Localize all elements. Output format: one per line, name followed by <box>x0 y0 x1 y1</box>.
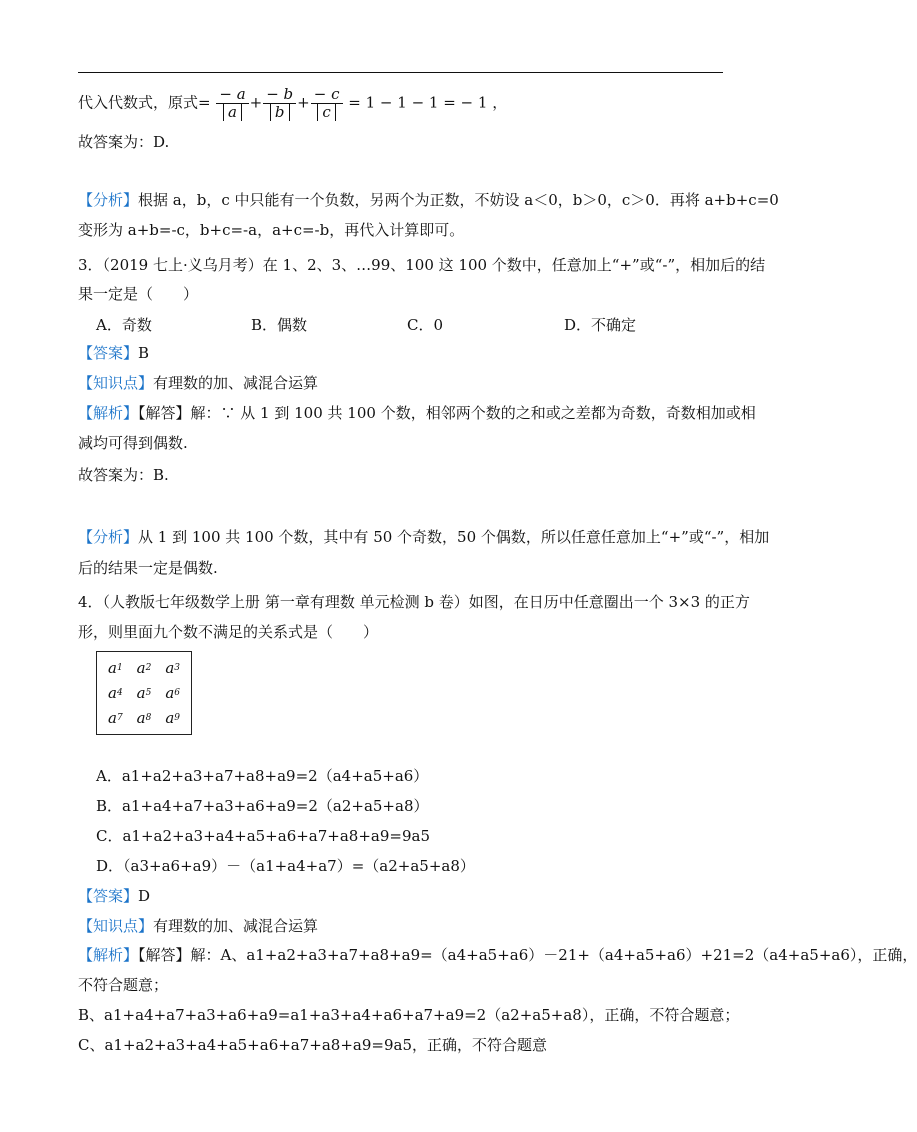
analysis-2-line-1: 【分析】根据 a，b，c 中只能有一个负数，另两个为正数，不妨设 a＜0，b＞0，c＞0．再将 a+b+c=0 <box>78 191 779 209</box>
analysis-tag: 【分析】 <box>78 191 139 209</box>
grid-cell: a 8 <box>136 708 152 727</box>
fraction-a: $\frac{- a}{a}$ <box>216 86 248 121</box>
grid-cell: a 5 <box>136 683 152 702</box>
fraction-b: $\frac{- b}{b}$ <box>263 86 296 121</box>
answer-line-2: 故答案为：D. <box>78 133 170 151</box>
q4-stem-line-2: 形，则里面九个数不满足的关系式是（ ） <box>78 623 379 641</box>
q4-solution-line-4: C、a1+a2+a3+a4+a5+a6+a7+a8+a9=9a5，正确，不符合题意 <box>78 1036 548 1054</box>
grid-cell: a 7 <box>107 708 123 727</box>
q3-stem-line-1: 3．（2019 七上·义乌月考）在 1、2、3、…99、100 这 100 个数中，任意加上“+”或“-”，相加后的结 <box>78 256 766 274</box>
grid-cell: a 4 <box>107 683 123 702</box>
grid-cell: a 1 <box>107 659 123 678</box>
q4-option-d: D．（a3+a6+a9）－（a1+a4+a7）=（a2+a5+a8） <box>96 857 475 875</box>
q3-solution-line-2: 减均可得到偶数. <box>78 434 188 452</box>
q3-option-d: D．不确定 <box>564 316 637 334</box>
q3-analysis-line-2: 后的结果一定是偶数. <box>78 559 218 577</box>
q4-solution-line-3: B、a1+a4+a7+a3+a6+a9=a1+a3+a4+a6+a7+a9=2（a2+a5+a8），正确，不符合题意； <box>78 1006 740 1024</box>
formula-line: 代入代数式，原式= $\frac{- a}{a}$ + $\frac{- b}{b}$ + $\frac{- c}{c}$ = 1 − 1 − 1 = − 1 ， <box>78 85 508 121</box>
header-rule <box>78 72 723 73</box>
formula-prefix: 代入代数式，原式= <box>78 93 211 112</box>
q4-option-a: A．a1+a2+a3+a7+a8+a9=2（a4+a5+a6） <box>96 767 429 785</box>
q4-option-c: C．a1+a2+a3+a4+a5+a6+a7+a8+a9=9a5 <box>96 827 430 845</box>
q3-final-answer: 故答案为：B. <box>78 466 169 484</box>
q4-answer: 【答案】D <box>78 887 151 905</box>
grid-cell: a 3 <box>165 659 180 678</box>
grid-cell: a 6 <box>165 683 180 702</box>
grid-cell: a 9 <box>165 708 180 727</box>
q3-analysis-line-1: 【分析】从 1 到 100 共 100 个数，其中有 50 个奇数，50 个偶数，所以任意任意加上“+”或“-”，相加 <box>78 528 770 546</box>
q3-option-a: A．奇数 <box>96 316 152 334</box>
analysis-2-line-2: 变形为 a+b=-c，b+c=-a，a+c=-b，再代入计算即可。 <box>78 221 465 239</box>
calendar-grid-figure <box>96 651 192 735</box>
q3-option-b: B．偶数 <box>251 316 308 334</box>
q3-options <box>96 314 736 334</box>
q4-option-b: B．a1+a4+a7+a3+a6+a9=2（a2+a5+a8） <box>96 797 429 815</box>
q3-solution-line-1: 【解析】【解答】解：∵ 从 1 到 100 共 100 个数，相邻两个数的之和或之差都为奇数，奇数相加或相 <box>78 404 756 422</box>
q4-solution-line-1: 【解析】【解答】解：A、a1+a2+a3+a7+a8+a9=（a4+a5+a6）－21+（a4+a5+a6）+21=2（a4+a5+a6），正确， <box>78 946 917 964</box>
grid-cell: a 2 <box>136 659 152 678</box>
formula-tail: = 1 − 1 − 1 = − 1 ， <box>348 93 508 112</box>
q3-option-c: C．0 <box>407 316 444 334</box>
q3-answer: 【答案】B <box>78 344 150 362</box>
q4-knowledge-point: 【知识点】有理数的加、减混合运算 <box>78 917 319 935</box>
fraction-c: $\frac{- c}{c}$ <box>311 86 343 121</box>
q4-stem-line-1: 4．（人教版七年级数学上册 第一章有理数 单元检测 b 卷）如图，在日历中任意圈出一个 3×3 的正方 <box>78 593 750 611</box>
q4-solution-line-2: 不符合题意； <box>78 976 169 994</box>
q3-knowledge-point: 【知识点】有理数的加、减混合运算 <box>78 374 319 392</box>
q3-stem-line-2: 果一定是（ ） <box>78 285 199 303</box>
